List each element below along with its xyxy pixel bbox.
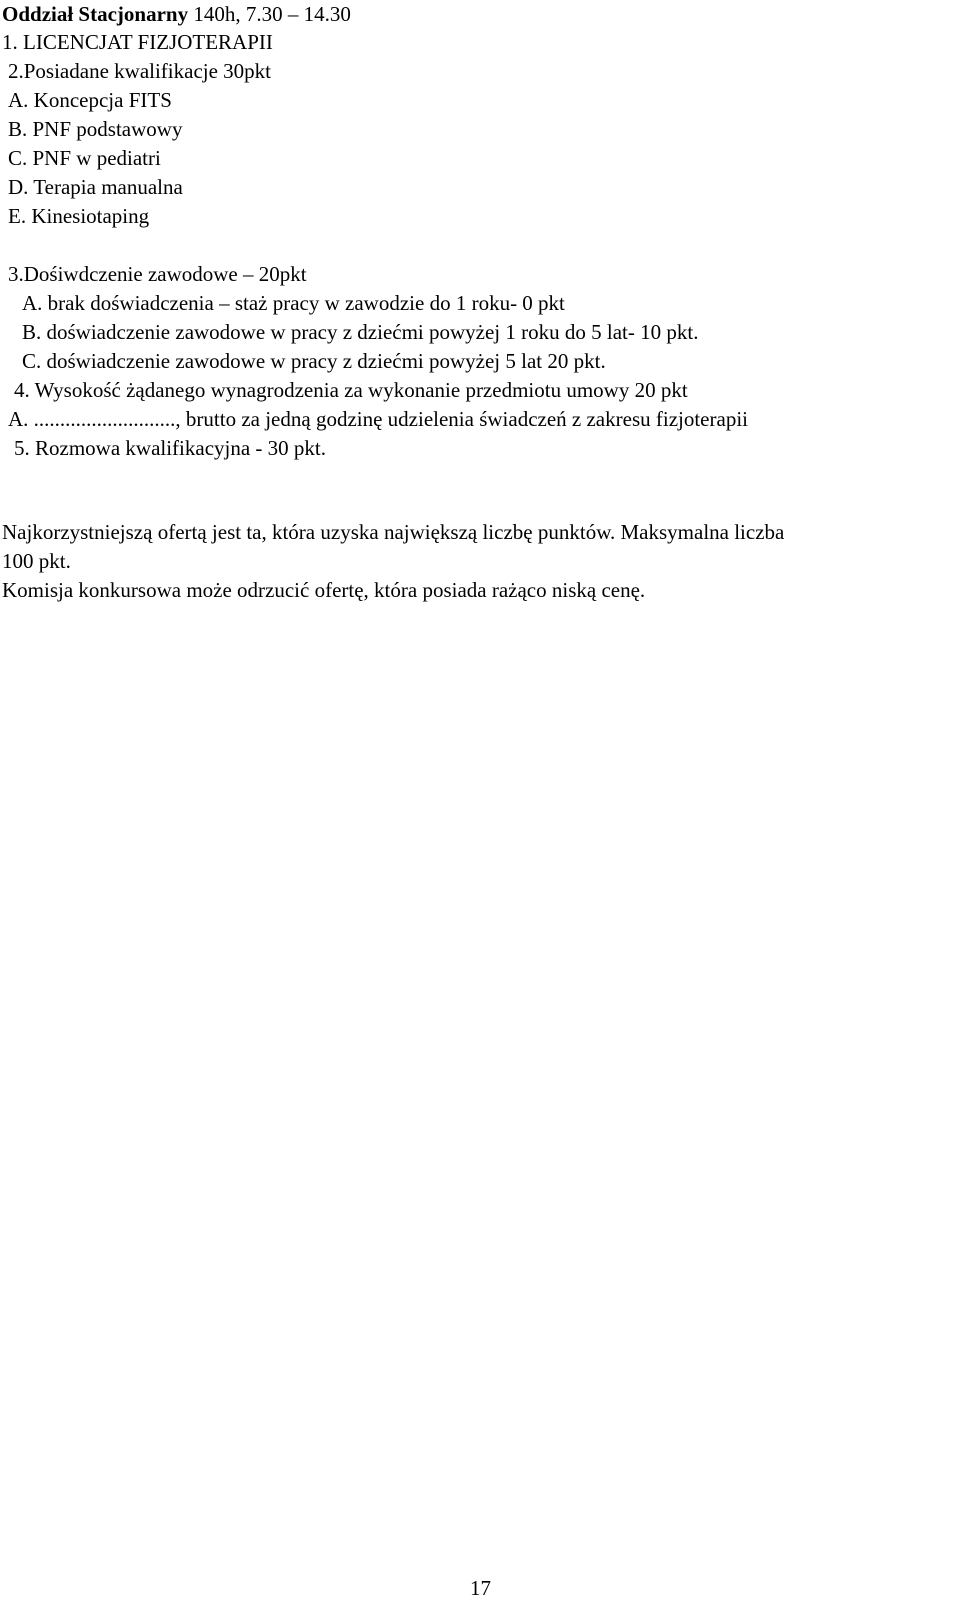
section-2-heading: 2.Posiadane kwalifikacje 30pkt (8, 59, 272, 83)
closing-paragraph-line: 100 pkt. (2, 549, 71, 573)
section-3-item: B. doświadczenie zawodowe w pracy z dziećmi powyżej 1 roku do 5 lat- 10 pkt. (22, 320, 699, 344)
section-2-item: C. PNF w pediatri (8, 146, 161, 170)
section-2-item: B. PNF podstawowy (8, 117, 183, 141)
section-3-item: C. doświadczenie zawodowe w pracy z dziećmi powyżej 5 lat 20 pkt. (22, 349, 606, 373)
section-2-item: A. Koncepcja FITS (8, 88, 172, 112)
section-1-heading: 1. LICENCJAT FIZJOTERAPII (2, 30, 273, 54)
section-2-item: E. Kinesiotaping (8, 204, 150, 228)
section-3-heading: 3.Dośiwdczenie zawodowe – 20pkt (8, 262, 307, 286)
section-4-item: A. ..........................., brutto za jedną godzinę udzielenia świadczeń z zakresu fizjoterapii (8, 407, 748, 431)
page-number: 17 (470, 1576, 491, 1600)
closing-paragraph-line: Komisja konkursowa może odrzucić ofertę, która posiada rażąco niską cenę. (2, 578, 646, 602)
section-2-item: D. Terapia manualna (8, 175, 183, 199)
header-line (2, 2, 351, 26)
header-title-rest: 140h, 7.30 – 14.30 (188, 2, 351, 26)
section-5-heading: 5. Rozmowa kwalifikacyjna - 30 pkt. (14, 436, 327, 460)
section-3-item: A. brak doświadczenia – staż pracy w zawodzie do 1 roku- 0 pkt (22, 291, 565, 315)
section-4-heading: 4. Wysokość żądanego wynagrodzenia za wykonanie przedmiotu umowy 20 pkt (14, 378, 688, 402)
header-title-bold: Oddział Stacjonarny (2, 2, 189, 26)
closing-paragraph-line: Najkorzystniejszą ofertą jest ta, która uzyska największą liczbę punktów. Maksymalna liczba (2, 520, 785, 544)
